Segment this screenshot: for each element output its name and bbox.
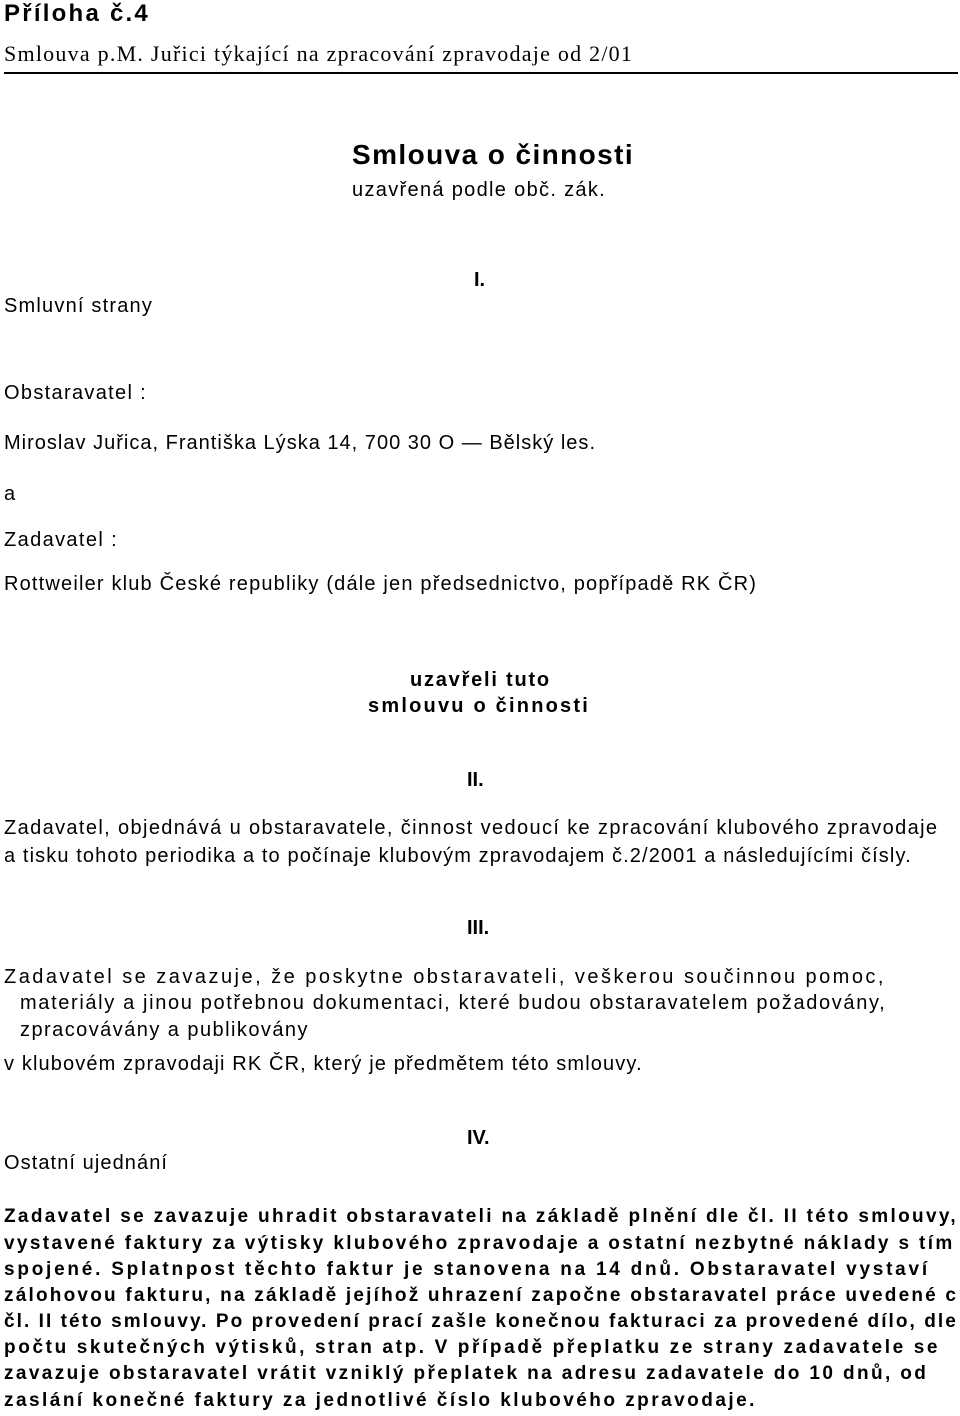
article-3-number: III. bbox=[467, 917, 490, 939]
header-rule bbox=[4, 72, 958, 74]
article-3-line: Zadavatel se zavazuje, že poskytne obstaravateli, veškerou součinnou pomoc, bbox=[4, 966, 886, 988]
client-details: Rottweiler klub České republiky (dále jen předsednictvo, popřípadě RK ČR) bbox=[4, 573, 758, 595]
article-4-line: vystavené faktury za výtisky klubového zpravodaje a ostatní nezbytné náklady s tím bbox=[4, 1233, 955, 1254]
contractor-details: Miroslav Juřica, Františka Lýska 14, 700 30 O — Bělský les. bbox=[4, 432, 597, 454]
article-4-line: Zadavatel se zavazuje uhradit obstaravateli na základě plnění dle čl. II této smlouvy, bbox=[4, 1206, 958, 1227]
annex-label: Příloha č.4 bbox=[4, 0, 151, 27]
agreement-line-2: smlouvu o činnosti bbox=[368, 695, 591, 717]
article-4-number: IV. bbox=[467, 1127, 490, 1149]
article-3-line: v klubovém zpravodaji RK ČR, který je předmětem této smlouvy. bbox=[4, 1053, 643, 1075]
article-4-line: počtu skutečných výtisků, stran atp. V případě přeplatku ze strany zadavatele se bbox=[4, 1337, 941, 1358]
article-3-line: materiály a jinou potřebnou dokumentaci, které budou obstaravatelem požadovány, bbox=[20, 992, 887, 1014]
article-4-line: zálohovou fakturu, na základě jejíhož uhrazení započne obstaravatel práce uvedené c bbox=[4, 1285, 959, 1306]
article-2-line: a tisku tohoto periodika a to počínaje klubovým zpravodajem č.2/2001 a následujícími čísly. bbox=[4, 845, 912, 867]
article-3-line: zpracovávány a publikovány bbox=[20, 1019, 309, 1041]
article-2-number: II. bbox=[467, 769, 484, 791]
article-1-number: I. bbox=[474, 269, 486, 291]
article-4-line: zaslání konečné faktury za jednotlivé číslo klubového zpravodaje. bbox=[4, 1390, 757, 1411]
contract-title: Smlouva o činnosti bbox=[352, 139, 635, 170]
article-4-line: čl. II této smlouvy. Po provedení prací zašle konečnou fakturaci za provedené dílo, dle bbox=[4, 1311, 958, 1332]
article-2-line: Zadavatel, objednává u obstaravatele, činnost vedoucí ke zpracování klubového zpravodaje bbox=[4, 817, 939, 839]
contractor-label: Obstaravatel : bbox=[4, 382, 147, 404]
document-subtitle: Smlouva p.M. Juřici týkající na zpracování zpravodaje od 2/01 bbox=[4, 41, 634, 66]
article-1-heading: Smluvní strany bbox=[4, 295, 154, 317]
agreement-line-1: uzavřeli tuto bbox=[410, 669, 551, 691]
client-label: Zadavatel : bbox=[4, 529, 119, 551]
contract-subtitle: uzavřená podle obč. zák. bbox=[352, 179, 607, 201]
parties-conjunction: a bbox=[4, 483, 16, 505]
article-4-line: zavazuje obstaravatel vrátit vzniklý přeplatek na adresu zadavatele do 10 dnů, od bbox=[4, 1363, 929, 1384]
article-4-heading: Ostatní ujednání bbox=[4, 1152, 169, 1174]
article-4-line: spojené. Splatnpost těchto faktur je stanovena na 14 dnů. Obstaravatel vystaví bbox=[4, 1259, 930, 1280]
